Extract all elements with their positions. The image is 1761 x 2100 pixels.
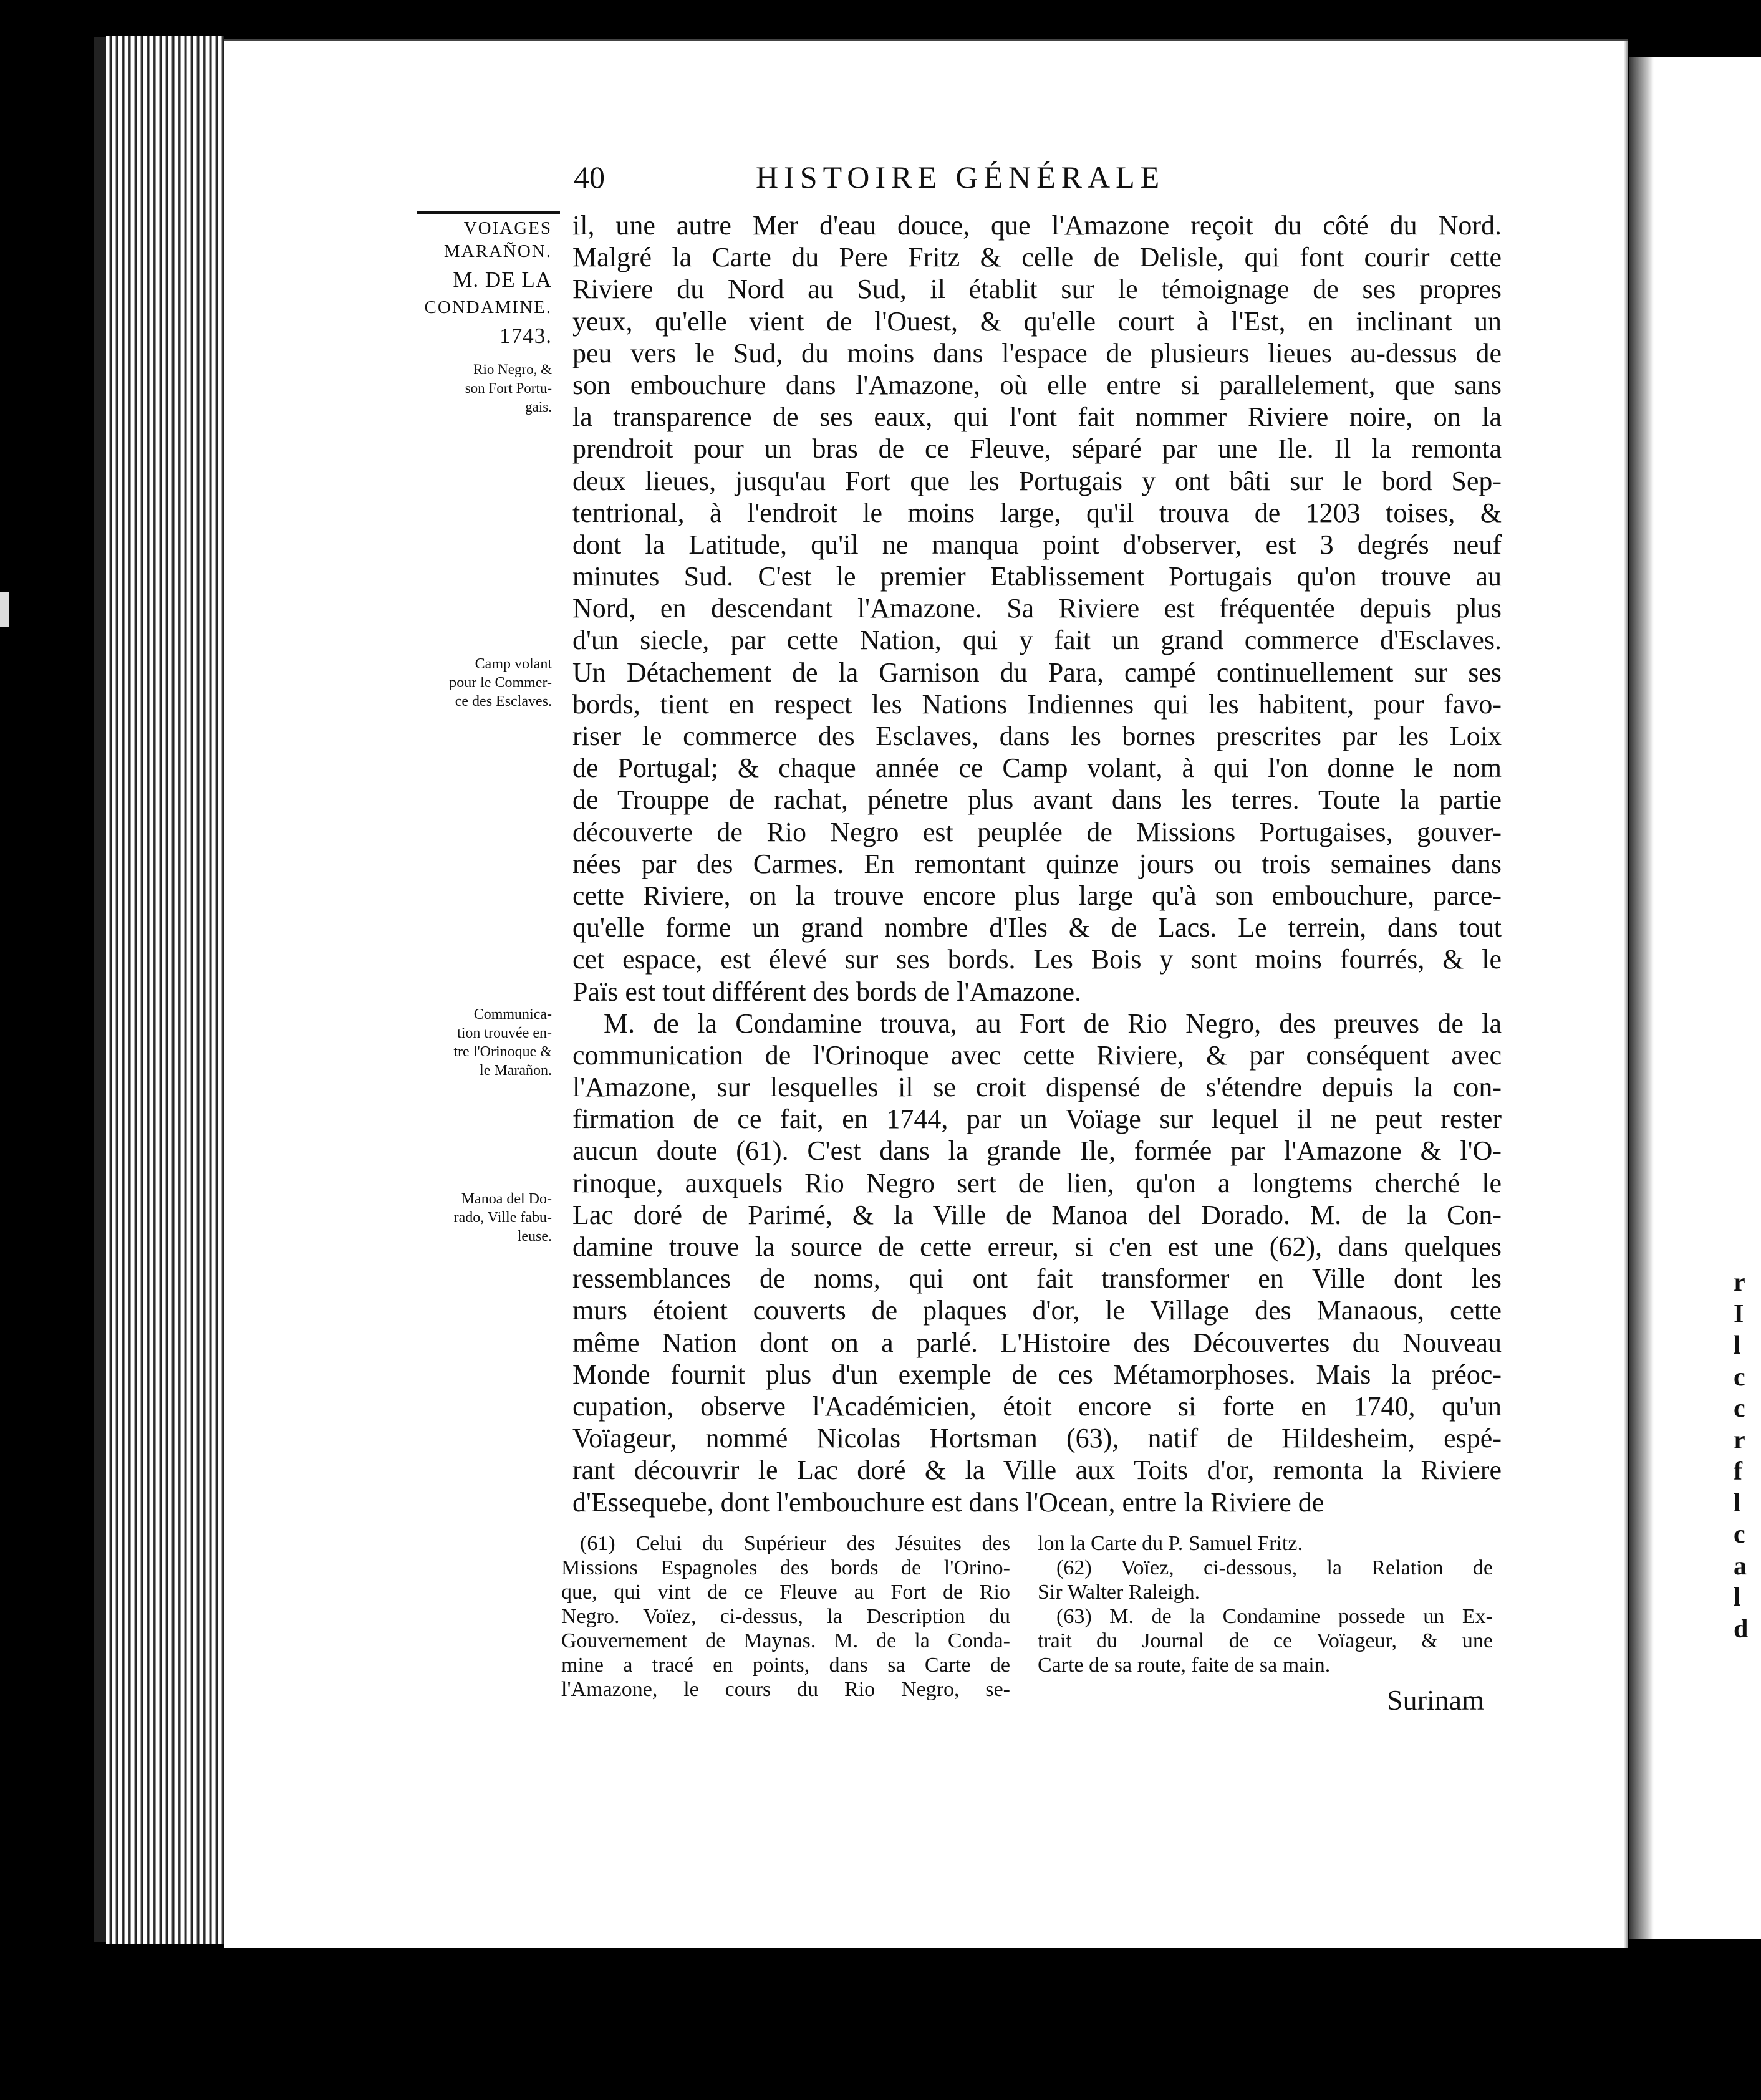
margin-note-header <box>393 217 552 352</box>
footnote-line: l'Amazone, le cours du Rio Negro, se- <box>561 1678 1010 1701</box>
margin-note-line: rado, Ville fabu- <box>453 1210 552 1226</box>
body-line: Un Détachement de la Garnison du Para, campé continuellement sur ses <box>572 657 1502 688</box>
catchword: Surinam <box>1387 1684 1484 1716</box>
body-line: Lac doré de Parimé, & la Ville de Manoa del Dorado. M. de la Con- <box>572 1199 1502 1230</box>
footnote-line: Gouvernement de Maynas. M. de la Conda- <box>561 1629 1010 1652</box>
margin-condamine: CONDAMINE. <box>424 297 552 317</box>
page-number: 40 <box>574 160 605 195</box>
next-page-letter: r <box>1734 1425 1745 1455</box>
body-line: peu vers le Sud, du moins dans l'espace de plusieurs lieues au-dessus de <box>572 337 1502 368</box>
body-line: d'un siecle, par cette Nation, qui y fait un grand commerce d'Esclaves. <box>572 625 1502 656</box>
body-text <box>572 210 1502 1518</box>
footnote-line: mine a tracé en points, dans sa Carte de <box>561 1654 1010 1677</box>
footnote-line: (63) M. de la Condamine possede un Ex- <box>1056 1605 1493 1628</box>
left-scan-tab <box>0 592 9 627</box>
body-line: ressemblances de noms, qui ont fait transformer en Ville dont les <box>572 1263 1502 1294</box>
margin-note-line: Communica- <box>473 1006 552 1023</box>
body-line: Monde fournit plus d'un exemple de ces Métamorphoses. Mais la préoc- <box>572 1359 1502 1390</box>
body-line: Nord, en descendant l'Amazone. Sa Riviere est fréquentée depuis plus <box>572 593 1502 624</box>
body-line: il, une autre Mer d'eau douce, que l'Amazone reçoit du côté du Nord. <box>572 210 1502 241</box>
body-line: dont la Latitude, qu'il ne manqua point d'observer, est 3 degrés neuf <box>572 529 1502 560</box>
body-line: de Trouppe de rachat, pénetre plus avant dans les terres. Toute la partie <box>572 784 1502 816</box>
body-line: rant découvrir le Lac doré & la Ville aux Toits d'or, remonta la Riviere <box>572 1455 1502 1486</box>
footnote-line: Missions Espagnoles des bords de l'Orino- <box>561 1556 1010 1579</box>
footnote-line: (61) Celui du Supérieur des Jésuites des <box>580 1532 1010 1555</box>
next-page-letters <box>1734 1267 1761 1645</box>
margin-note-line: tre l'Orinoque & <box>453 1044 552 1060</box>
next-page-letter: c <box>1734 1520 1745 1549</box>
body-line: Voïageur, nommé Nicolas Hortsman (63), natif de Hildesheim, espé- <box>572 1423 1502 1454</box>
body-line: cet espace, est élevé sur ses bords. Les Bois y sont moins fourrés, & le <box>572 944 1502 975</box>
footnote-line: Negro. Voïez, ci-dessus, la Description du <box>561 1605 1010 1628</box>
margin-note-line: leuse. <box>517 1228 552 1245</box>
footnote-line: que, qui vint de ce Fleuve au Fort de Rio <box>561 1581 1010 1604</box>
body-line: cupation, observe l'Académicien, étoit encore si forte en 1740, qu'un <box>572 1390 1502 1422</box>
body-line: aucun doute (61). C'est dans la grande Ile, formée par l'Amazone & l'O- <box>572 1135 1502 1167</box>
running-head <box>574 159 1322 203</box>
next-page-letter: l <box>1734 1331 1741 1360</box>
body-line: nées par des Carmes. En remontant quinze jours ou trois semaines dans <box>572 848 1502 879</box>
margin-note-rio-negro <box>393 360 552 417</box>
margin-note-line: ce des Esclaves. <box>455 693 552 710</box>
margin-note-line: le Marañon. <box>480 1062 552 1079</box>
body-line: prendroit pour un bras de ce Fleuve, séparé par une Ile. Il la remonta <box>572 433 1502 465</box>
footnote-line: Sir Walter Raleigh. <box>1038 1581 1200 1604</box>
margin-note-line: gais. <box>525 399 552 415</box>
footnotes-left-column <box>561 1531 1010 1702</box>
margin-note-line: tion trouvée en- <box>457 1025 552 1041</box>
margin-note-communication <box>393 1005 552 1080</box>
footnote-line: lon la Carte du P. Samuel Fritz. <box>1038 1532 1303 1555</box>
body-line: tentrional, à l'endroit le moins large, qu'il trouva de 1203 toises, & <box>572 497 1502 528</box>
next-page-letter: c <box>1734 1394 1745 1423</box>
body-line: rinoque, auxquels Rio Negro sert de lien, qu'on a longtems cherché le <box>572 1167 1502 1198</box>
body-line: firmation de ce fait, en 1744, par un Voïage sur lequel il ne peut rester <box>572 1104 1502 1135</box>
footnotes-right-column <box>1038 1531 1493 1677</box>
body-line: bords, tient en respect les Nations Indiennes qui les habitent, pour favo- <box>572 688 1502 720</box>
body-line: Païs est tout différent des bords de l'Amazone. <box>572 976 1082 1007</box>
next-page-letter: l <box>1734 1488 1741 1518</box>
body-line: riser le commerce des Esclaves, dans les bornes prescrites par les Loix <box>572 721 1502 751</box>
footnote-line: trait du Journal de ce Voïageur, & une <box>1038 1629 1493 1652</box>
next-page-letter: I <box>1734 1299 1744 1329</box>
next-page-letter: f <box>1734 1457 1742 1486</box>
body-line: murs étoient couverts de plaques d'or, le Village des Manaous, cette <box>572 1295 1502 1326</box>
body-line: yeux, qu'elle vient de l'Ouest, & qu'elle court à l'Est, en inclinant un <box>572 306 1502 337</box>
body-line: qu'elle forme un grand nombre d'Iles & de Lacs. Le terrein, dans tout <box>572 912 1502 943</box>
body-line: minutes Sud. C'est le premier Etablissement Portugais qu'on trouve au <box>572 561 1502 592</box>
body-line: son embouchure dans l'Amazone, où elle entre si parallelement, que sans <box>572 369 1502 400</box>
next-page-letter: c <box>1734 1362 1745 1392</box>
body-line: damine trouve la source de cette erreur, si c'en est une (62), dans quelques <box>572 1231 1502 1262</box>
body-line: l'Amazone, sur lesquelles il se croit dispensé de s'étendre depuis la con- <box>572 1072 1502 1103</box>
body-line: cette Riviere, on la trouve encore plus large qu'à son embouchure, parce- <box>572 880 1502 911</box>
next-page-letter: a <box>1734 1551 1747 1581</box>
margin-note-line: Rio Negro, & <box>473 362 552 377</box>
body-line: M. de la Condamine trouva, au Fort de Rio Negro, des preuves de la <box>604 1008 1502 1039</box>
right-gutter-shadow <box>1629 57 1654 1939</box>
margin-note-line: Manoa del Do- <box>461 1191 552 1207</box>
margin-year: 1743. <box>499 324 552 348</box>
footnote-line: (62) Voïez, ci-dessous, la Relation de <box>1056 1556 1493 1579</box>
body-line: deux lieues, jusqu'au Fort que les Portugais y ont bâti sur le bord Sep- <box>572 465 1502 496</box>
body-line: de Portugal; & chaque année ce Camp volant, à qui l'on donne le nom <box>572 753 1502 784</box>
next-page-edge <box>1629 57 1761 1939</box>
margin-note-line: Camp volant <box>475 656 552 672</box>
body-line: la transparence de ses eaux, qui l'ont fait nommer Riviere noire, on la <box>572 402 1502 433</box>
body-line: Malgré la Carte du Pere Fritz & celle de Delisle, qui font courir cette <box>572 242 1502 273</box>
body-line: communication de l'Orinoque avec cette Riviere, & par conséquent avec <box>572 1039 1502 1071</box>
margin-note-manoa <box>393 1190 552 1246</box>
margin-note-line: son Fort Portu- <box>465 380 552 396</box>
margin-m-de-la: M. DE LA <box>453 267 552 292</box>
next-page-letter: r <box>1734 1268 1745 1297</box>
next-page-letter: l <box>1734 1583 1741 1612</box>
next-page-letter: d <box>1734 1614 1749 1644</box>
margin-voyages: VOIAGES <box>463 218 552 238</box>
body-line: découverte de Rio Negro est peuplée de Missions Portugaises, gouver- <box>572 816 1502 847</box>
body-line: d'Essequebe, dont l'embouchure est dans l'Ocean, entre la Riviere de <box>572 1486 1324 1518</box>
stacked-page-edges <box>106 36 224 1944</box>
body-line: Riviere du Nord au Sud, il établit sur le témoignage de ses propres <box>572 274 1502 305</box>
margin-note-line: pour le Commer- <box>449 675 552 691</box>
margin-note-camp-volant <box>393 655 552 711</box>
footnote-line: Carte de sa route, faite de sa main. <box>1038 1654 1331 1677</box>
margin-maranon: MARAÑON. <box>443 241 552 261</box>
margin-rule <box>417 211 560 214</box>
page-title: HISTOIRE GÉNÉRALE <box>756 160 1165 195</box>
body-line: même Nation dont on a parlé. L'Histoire des Découvertes du Nouveau <box>572 1327 1502 1358</box>
